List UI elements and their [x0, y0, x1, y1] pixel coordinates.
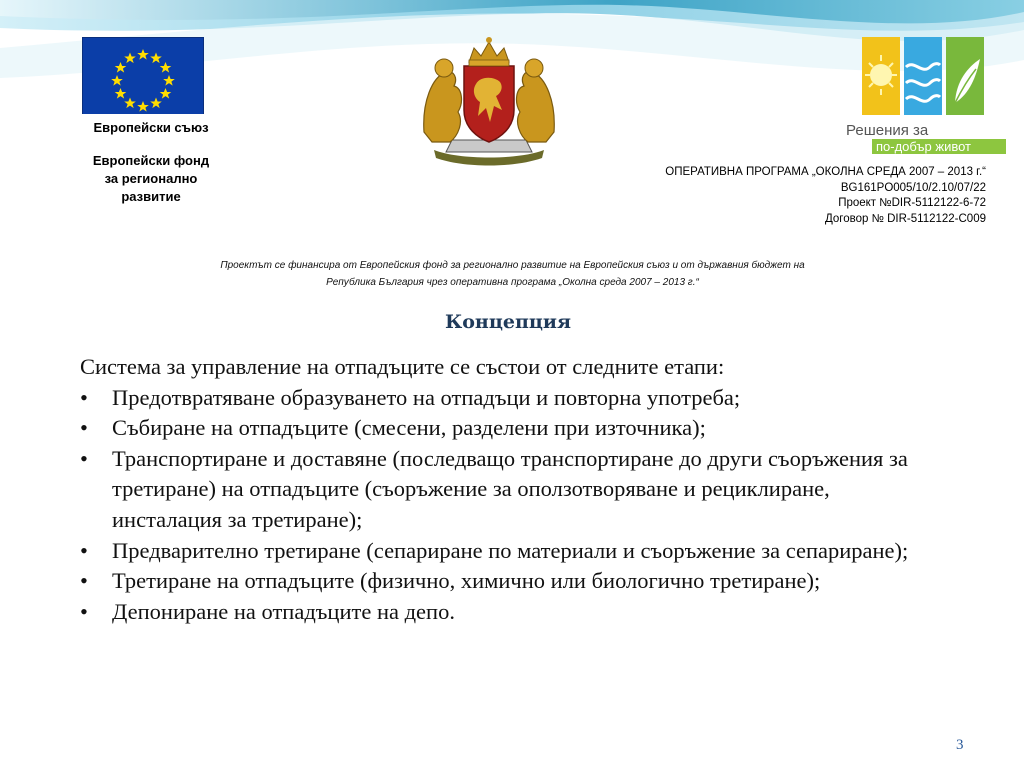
- eu-fund-line2: за регионално: [104, 171, 198, 186]
- list-item: [80, 597, 930, 628]
- program-info-line3: Проект №DIR-5112122-6-72: [838, 197, 986, 209]
- slide-content: [80, 352, 930, 627]
- page-number: 3: [956, 737, 964, 753]
- bullet-icon: •: [80, 568, 88, 594]
- funding-note: [150, 257, 875, 291]
- stages-list: [80, 383, 930, 628]
- program-logo-line2: по-добър живот: [876, 139, 972, 154]
- eu-name: Европейски съюз: [93, 120, 209, 135]
- bullet-icon: •: [80, 537, 88, 563]
- program-info-line2: BG161PO005/10/2.10/07/22: [840, 181, 986, 194]
- list-item: [80, 566, 930, 597]
- bullet-icon: •: [80, 384, 88, 410]
- eu-fund-name: [70, 152, 232, 206]
- program-logo-line1: Решения за: [846, 122, 929, 139]
- list-item-text: Събиране на отпадъците (смесени, разделени при източника);: [112, 415, 706, 441]
- slide-title: Концепция: [444, 311, 572, 333]
- list-item-text: Предварително третиране (сепариране по материали и съоръжение за сепариране);: [112, 537, 909, 563]
- list-item-text: Депониране на отпадъците на депо.: [112, 598, 455, 624]
- program-info-line1: ОПЕРАТИВНА ПРОГРАМА „ОКОЛНА СРЕДА 2007 – 2013 г.“: [665, 166, 986, 178]
- eu-fund-line3: развитие: [121, 189, 181, 204]
- bullet-icon: •: [80, 415, 88, 441]
- list-item: [80, 413, 930, 444]
- eu-flag-icon: [82, 37, 204, 117]
- list-item-text: Третиране на отпадъците (физично, химично или биологично третиране);: [112, 568, 821, 594]
- list-item: [80, 444, 930, 536]
- program-info: [486, 165, 986, 227]
- intro-text: Система за управление на отпадъците се състои от следните етапи:: [80, 354, 725, 379]
- eu-fund-line1: Европейски фонд: [92, 153, 210, 168]
- operational-program-logo: [846, 37, 988, 155]
- list-item-text: Транспортиране и доставяне (последващо транспортиране до други съоръжения за третиране) на отпадъците (съоръжение за оползотворяване и рециклиране, инсталация за третиране);: [112, 445, 908, 532]
- list-item-text: Предотвратяване образуването на отпадъци и повторна употреба;: [112, 384, 741, 410]
- list-item: [80, 383, 930, 414]
- list-item: [80, 536, 930, 567]
- funding-note-line1: Проектът се финансира от Европейския фонд за регионално развитие на Европейския съюз и от държавния бюджет на: [220, 260, 805, 271]
- program-info-line4: Договор № DIR-5112122-С009: [824, 212, 986, 225]
- bullet-icon: •: [80, 445, 88, 471]
- bullet-icon: •: [80, 598, 88, 624]
- bulgarian-coat-of-arms-icon: [414, 32, 564, 172]
- funding-note-line2: Република България чрез оперативна програма „Околна среда 2007 – 2013 г.“: [326, 277, 699, 288]
